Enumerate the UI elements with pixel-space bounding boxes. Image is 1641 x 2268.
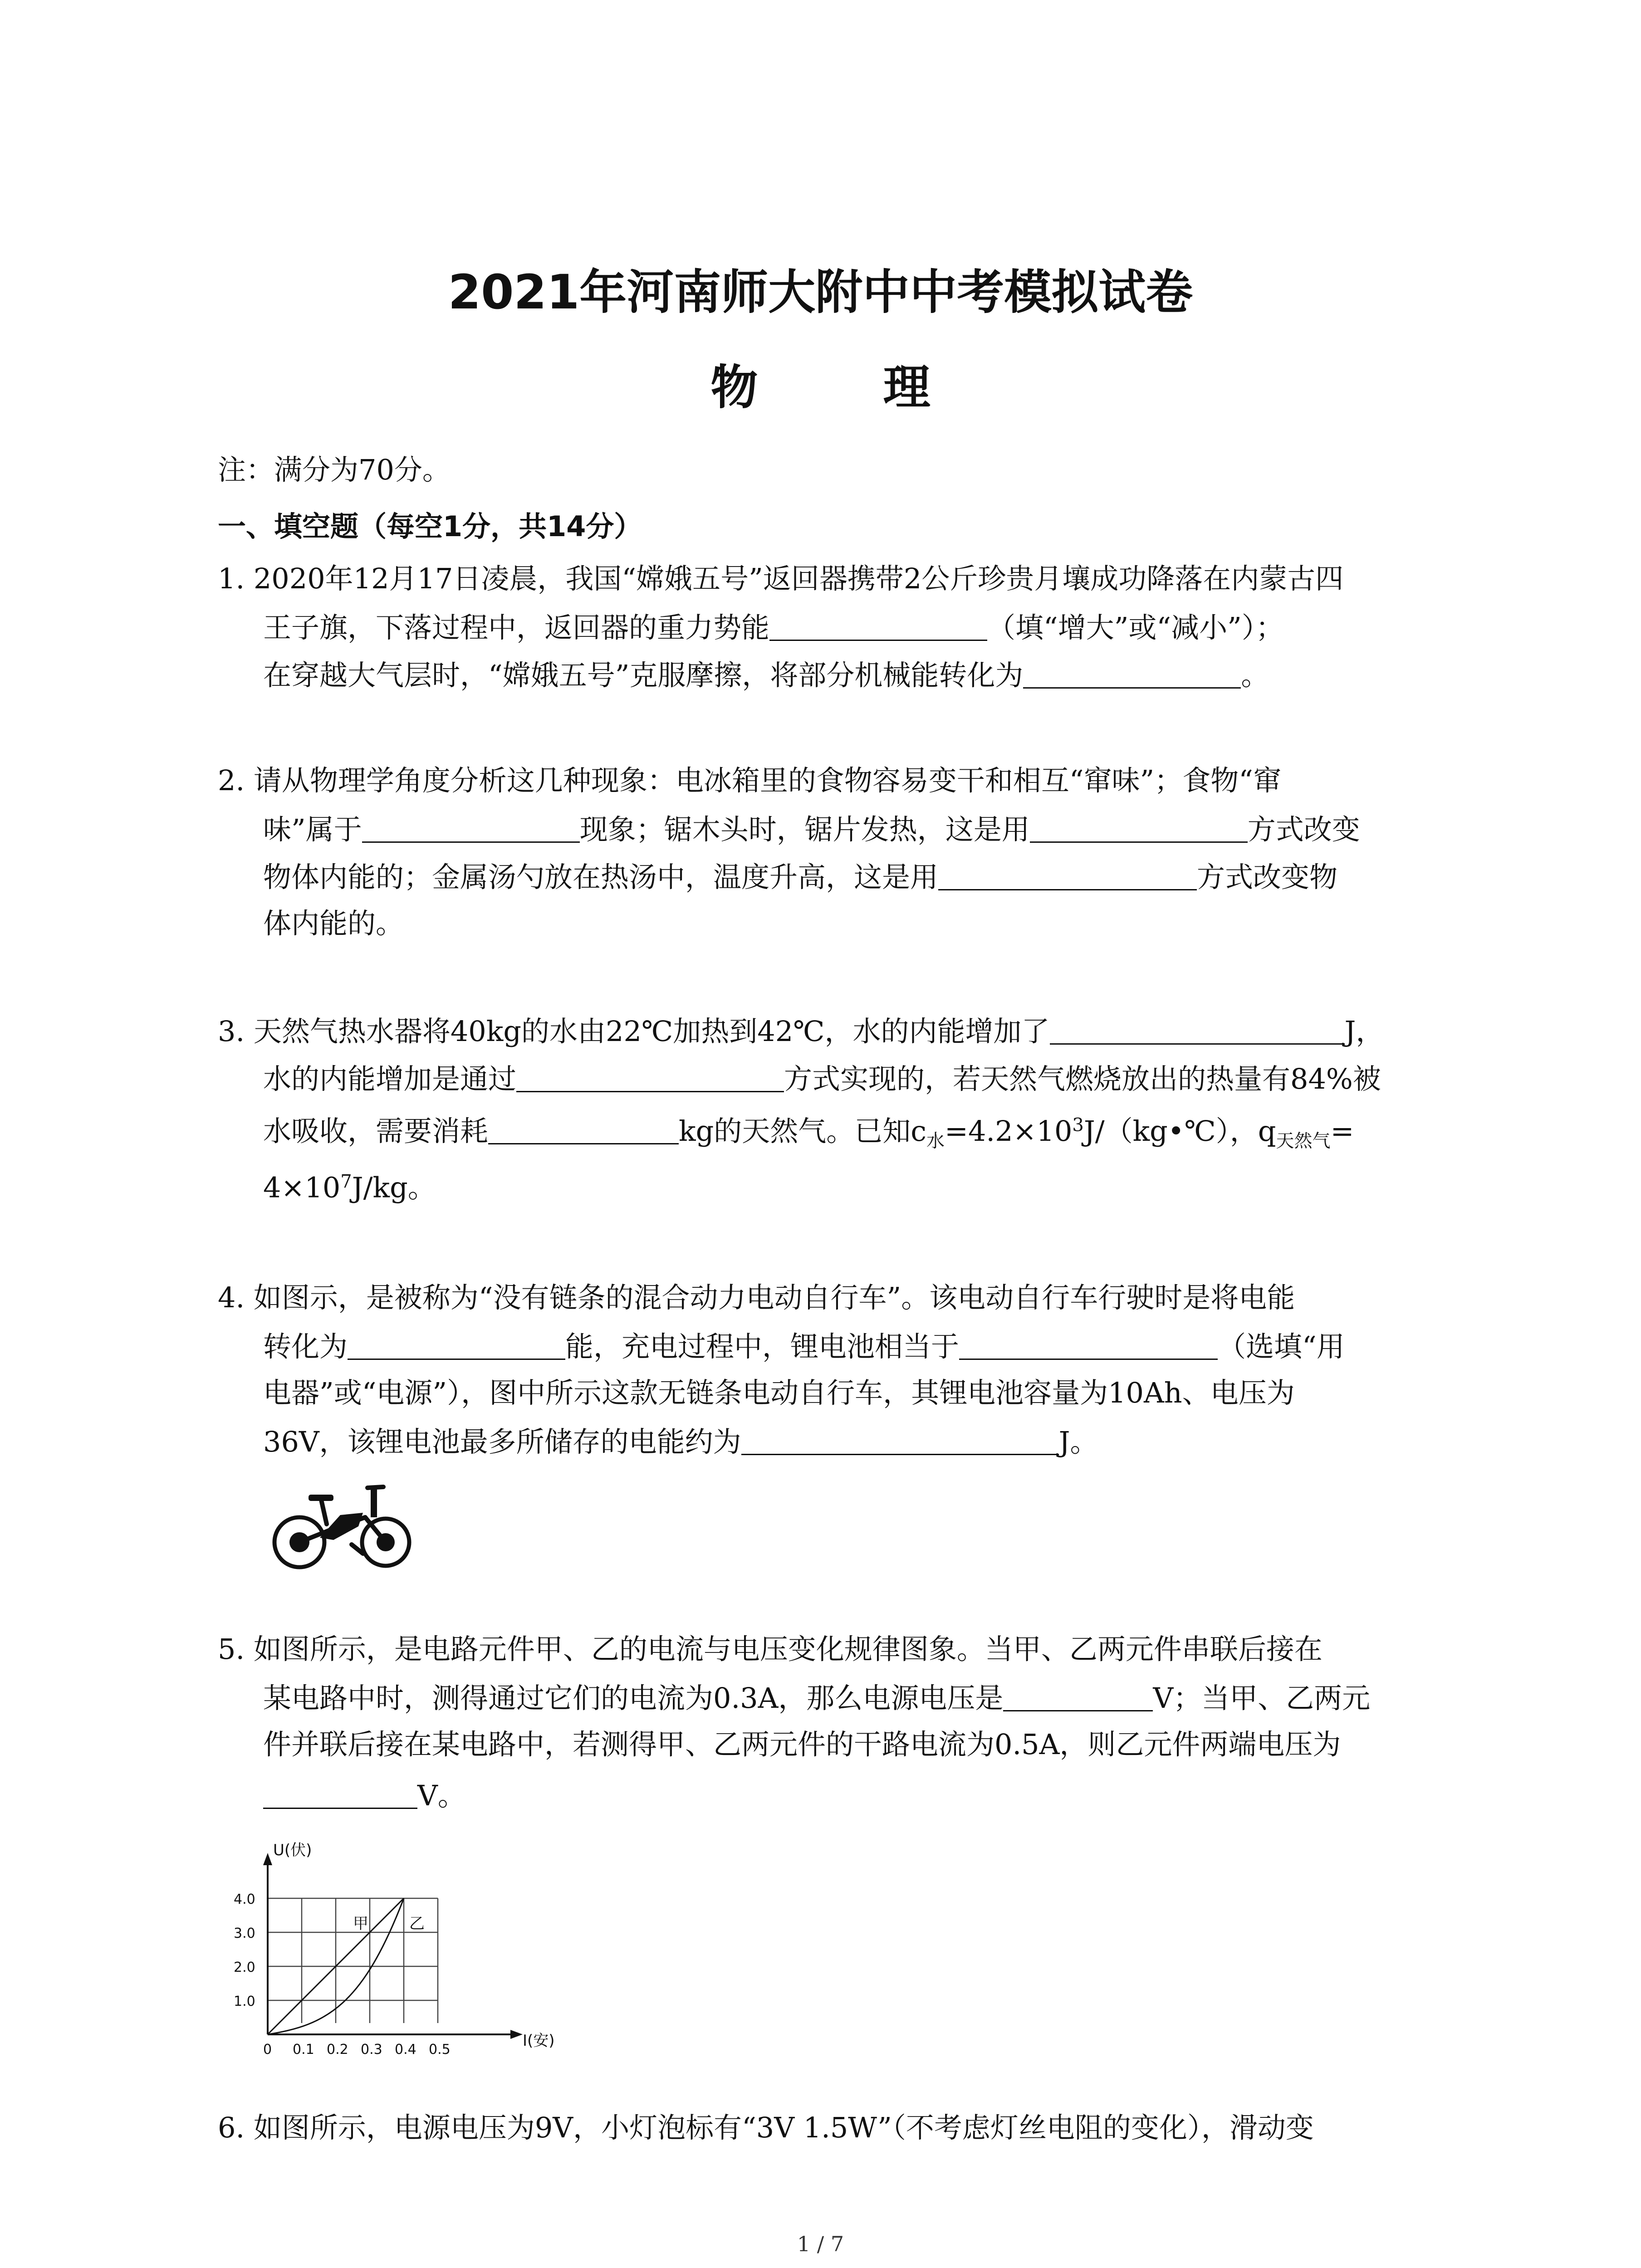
q2-blank3[interactable]: [938, 862, 1197, 890]
q3-text-i: =: [1330, 1114, 1354, 1148]
q1-text-c: 在穿越大气层时，“嫦娥五号”克服摩擦，将部分机械能转化为: [263, 659, 1024, 692]
exam-title: 2021年河南师大附中中考模拟试卷: [448, 264, 1193, 320]
q3-line3: [263, 1116, 1354, 1150]
q4-text-a: 转化为: [263, 1330, 348, 1363]
q3-sub-water: 水: [926, 1130, 945, 1152]
x-tick: 0: [263, 2042, 272, 2058]
q4-line2: [263, 1331, 1345, 1361]
q3-text-e: 水吸收，需要消耗: [263, 1114, 489, 1148]
q4-blank1[interactable]: [348, 1331, 565, 1360]
q3-blank2[interactable]: [516, 1064, 784, 1092]
q3-line4: [263, 1173, 436, 1202]
q5-text-a: 某电路中时，测得通过它们的电流为0.3A，那么电源电压是: [263, 1681, 1004, 1715]
q3-text-h: J/（kg•℃），q: [1083, 1114, 1276, 1148]
subject-title: 物 理: [710, 360, 985, 415]
q3-blank3[interactable]: [488, 1116, 679, 1144]
voltage-current-graph: [234, 1833, 590, 2058]
q3-text-c: 水的内能增加是通过: [263, 1062, 517, 1095]
q2-line2: [263, 814, 1360, 844]
y-tick: 2.0: [234, 1960, 255, 1975]
q4-blank3[interactable]: [741, 1427, 1059, 1455]
q3-text-a: 3. 天然气热水器将40kg的水由22℃加热到42℃，水的内能增加了: [218, 1015, 1050, 1048]
q5-blank1[interactable]: [1003, 1683, 1153, 1711]
q4-text-d: 36V，该锂电池最多所储存的电能约为: [263, 1425, 741, 1458]
section-heading: 一、填空题（每空1分，共14分）: [218, 510, 642, 543]
q3-sup-7: 7: [340, 1171, 352, 1192]
score-note: 注：满分为70分。: [218, 453, 451, 486]
x-tick: 0.1: [293, 2042, 314, 2058]
y-tick: 4.0: [234, 1892, 255, 1907]
q4-blank2[interactable]: [959, 1331, 1218, 1360]
graph-xlabel: I(安): [523, 2032, 555, 2050]
x-tick: 0.3: [361, 2042, 382, 2058]
q2-line4: 体内能的。: [263, 907, 404, 940]
q3-line2: [263, 1064, 1381, 1093]
q4-text-e: J。: [1058, 1425, 1098, 1458]
q2-text-a: 味”属于: [263, 813, 362, 846]
q2-text-d: 物体内能的；金属汤勺放在热汤中，温度升高，这是用: [263, 860, 939, 894]
q4-line4: [263, 1427, 1098, 1456]
q3-text-j: 4×10: [263, 1171, 341, 1204]
q5-blank2[interactable]: [263, 1780, 417, 1809]
q4-text-b: 能，充电过程中，锂电池相当于: [565, 1330, 960, 1363]
q2-text-b: 现象；锯木头时，锯片发热，这是用: [579, 813, 1030, 846]
q6-line1: 6. 如图所示，电源电压为9V，小灯泡标有“3V 1.5W”（不考虑灯丝电阻的变化），滑动变: [218, 2111, 1314, 2144]
curve-label-jia: 甲: [353, 1915, 368, 1933]
q2-line1: 2. 请从物理学角度分析这几种现象：电冰箱里的食物容易变干和相互“窜味”；食物“窜: [218, 764, 1281, 797]
q3-text-g: =4.2×10: [945, 1114, 1073, 1148]
q1-line2: [263, 612, 1284, 642]
page-number: 1 / 7: [797, 2232, 844, 2256]
q4-line3: 电器”或“电源”），图中所示这款无链条电动自行车，其锂电池容量为10Ah、电压为: [263, 1376, 1295, 1409]
electric-bicycle-image: [265, 1470, 420, 1574]
q2-text-e: 方式改变物: [1197, 860, 1338, 894]
q3-text-d: 方式实现的，若天然气燃烧放出的热量有84%被: [784, 1062, 1381, 1095]
q3-text-b: J，: [1344, 1015, 1384, 1048]
graph-ylabel: U(伏): [273, 1841, 312, 1859]
q4-text-c: （选填“用: [1218, 1330, 1345, 1363]
q4-line1: 4. 如图示，是被称为“没有链条的混合动力电动自行车”。该电动自行车行驶时是将电能: [218, 1281, 1295, 1314]
q5-line1: 5. 如图所示，是电路元件甲、乙的电流与电压变化规律图象。当甲、乙两元件串联后接在: [218, 1633, 1323, 1666]
curve-label-yi: 乙: [409, 1915, 425, 1933]
q1-text-b: （填“增大”或“减小”）；: [987, 611, 1284, 644]
q1-blank2[interactable]: [1023, 660, 1241, 689]
x-tick: 0.4: [395, 2042, 416, 2058]
q2-blank2[interactable]: [1030, 814, 1248, 843]
q2-text-c: 方式改变: [1247, 813, 1360, 846]
q1-blank1[interactable]: [769, 612, 987, 641]
q3-sup-3: 3: [1072, 1114, 1084, 1136]
q3-text-k: J/kg。: [352, 1171, 436, 1204]
q2-blank1[interactable]: [362, 814, 580, 843]
q3-blank1[interactable]: [1050, 1016, 1345, 1045]
q3-text-f: kg的天然气。已知c: [679, 1114, 926, 1148]
q1-text-d: 。: [1241, 659, 1269, 692]
x-tick: 0.2: [327, 2042, 348, 2058]
q5-line2: [263, 1681, 1371, 1715]
q1-line3: [263, 659, 1269, 692]
x-tick: 0.5: [429, 2042, 451, 2058]
q1-line1: 1. 2020年12月17日凌晨，我国“嫦娥五号”返回器携带2公斤珍贵月壤成功降落在内蒙古四: [218, 562, 1344, 595]
q3-sub-gas: 天然气: [1276, 1130, 1331, 1152]
y-tick: 3.0: [234, 1926, 255, 1941]
q5-line3: 件并联后接在某电路中，若测得甲、乙两元件的干路电流为0.5A，则乙元件两端电压为: [263, 1728, 1341, 1761]
q2-line3: [263, 860, 1338, 894]
y-tick: 1.0: [234, 1994, 255, 2009]
q5-text-b: V；当甲、乙两元: [1153, 1681, 1371, 1715]
q1-text-a: 王子旗，下落过程中，返回器的重力势能: [263, 611, 770, 644]
q5-text-c: V。: [417, 1779, 466, 1812]
q3-line1: [218, 1016, 1384, 1046]
q5-line4: [263, 1780, 466, 1810]
